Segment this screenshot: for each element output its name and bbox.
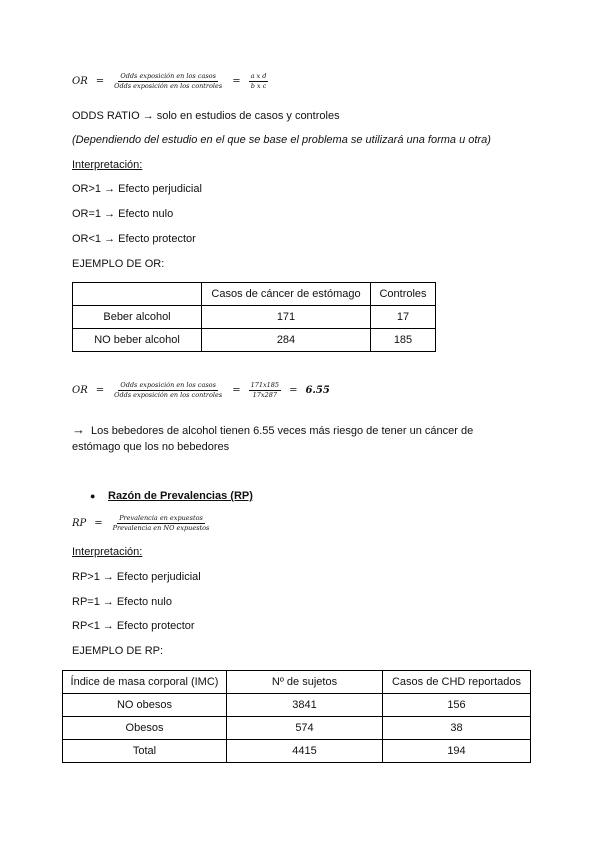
table-header-row	[73, 283, 436, 306]
table-cell: Obesos	[63, 717, 227, 740]
rp-heading: Razón de Prevalencias (RP)	[108, 490, 253, 502]
table-cell: 4415	[227, 740, 383, 763]
or-formula	[72, 72, 268, 91]
table-header-cell: Índice de masa corporal (IMC)	[63, 671, 227, 694]
table-header-row	[63, 671, 531, 694]
rp-formula	[72, 514, 211, 533]
rp-formula-fraction	[111, 514, 212, 533]
or-example-title: EJEMPLO DE OR:	[72, 258, 165, 270]
table-cell: Beber alcohol	[73, 306, 202, 329]
table-cell: 284	[202, 329, 371, 352]
or-interpretation-item: OR>1 → Efecto perjudicial	[72, 183, 202, 195]
rp-formula-numerator: Prevalencia en expuestos	[119, 514, 203, 522]
or-conclusion-line-1	[72, 422, 473, 437]
table-cell: 574	[227, 717, 383, 740]
rp-formula-eq: =	[94, 518, 103, 529]
or-formula-rhs-denominator: b x c	[250, 82, 267, 90]
or-formula-rhs-numerator: a x d	[250, 72, 267, 80]
or-calculation	[72, 381, 330, 400]
rp-example-table	[62, 670, 531, 763]
table-cell: 185	[371, 329, 436, 352]
table-cell: 3841	[227, 694, 383, 717]
rp-interpretation-item: RP>1 → Efecto perjudicial	[72, 571, 201, 583]
or-note: (Dependiendo del estudio en el que se base el problema se utilizará una forma u otra)	[72, 134, 491, 146]
table-header-cell: Nº de sujetos	[227, 671, 383, 694]
rp-formula-denominator: Prevalencia en NO expuestos	[112, 524, 210, 532]
or-example-table	[72, 282, 436, 352]
or-calc-rhs-fraction	[249, 381, 281, 400]
table-cell: 171	[202, 306, 371, 329]
or-conclusion-line-2: estómago que los no bebedores	[72, 441, 230, 453]
table-row	[73, 306, 436, 329]
bullet-icon: ●	[90, 491, 96, 501]
or-formula-eq-2: =	[232, 76, 241, 87]
table-header-cell: Casos de CHD reportados	[383, 671, 531, 694]
or-calc-rhs-denominator: 17x287	[252, 391, 277, 399]
or-formula-denominator: Odds exposición en los controles	[114, 82, 223, 90]
table-cell: NO beber alcohol	[73, 329, 202, 352]
or-conclusion-text: Los bebedores de alcohol tienen 6.55 veces más riesgo de tener un cáncer de	[91, 425, 474, 437]
table-cell: NO obesos	[63, 694, 227, 717]
rp-interpretation-item: RP<1 → Efecto protector	[72, 620, 195, 632]
or-calc-result: 6.55	[305, 385, 330, 396]
or-calc-rhs-numerator: 171x185	[250, 381, 280, 389]
or-interpretation-item: OR<1 → Efecto protector	[72, 233, 196, 245]
or-interpretation-title: Interpretación:	[72, 159, 143, 171]
or-interpretation-item: OR=1 → Efecto nulo	[72, 208, 174, 220]
or-definition: ODDS RATIO → solo en estudios de casos y controles	[72, 110, 340, 122]
arrow-icon: →	[72, 422, 85, 437]
table-header-cell	[73, 283, 202, 306]
rp-interpretation-item: RP=1 → Efecto nulo	[72, 596, 172, 608]
or-calc-lhs: OR	[72, 385, 88, 396]
table-cell: 194	[383, 740, 531, 763]
or-calc-fraction	[112, 381, 224, 400]
or-calc-eq-3: =	[289, 385, 298, 396]
table-row	[63, 740, 531, 763]
table-cell: 156	[383, 694, 531, 717]
table-header-cell: Controles	[371, 283, 436, 306]
or-calc-eq-2: =	[232, 385, 241, 396]
or-formula-numerator: Odds exposición en los casos	[120, 72, 216, 80]
rp-interpretation-title: Interpretación:	[72, 546, 143, 558]
table-header-cell: Casos de cáncer de estómago	[202, 283, 371, 306]
or-calc-denominator: Odds exposición en los controles	[114, 391, 223, 399]
or-calc-eq: =	[95, 385, 105, 396]
table-cell: 17	[371, 306, 436, 329]
rp-example-title: EJEMPLO DE RP:	[72, 645, 164, 657]
table-row	[73, 329, 436, 352]
or-formula-rhs-fraction	[249, 72, 269, 91]
or-formula-eq: =	[95, 76, 105, 87]
table-row	[63, 694, 531, 717]
or-formula-fraction	[112, 72, 224, 91]
or-formula-lhs: OR	[72, 76, 88, 87]
table-cell: Total	[63, 740, 227, 763]
table-row	[63, 717, 531, 740]
table-cell: 38	[383, 717, 531, 740]
rp-formula-lhs: RP	[72, 518, 87, 529]
or-calc-numerator: Odds exposición en los casos	[120, 381, 216, 389]
